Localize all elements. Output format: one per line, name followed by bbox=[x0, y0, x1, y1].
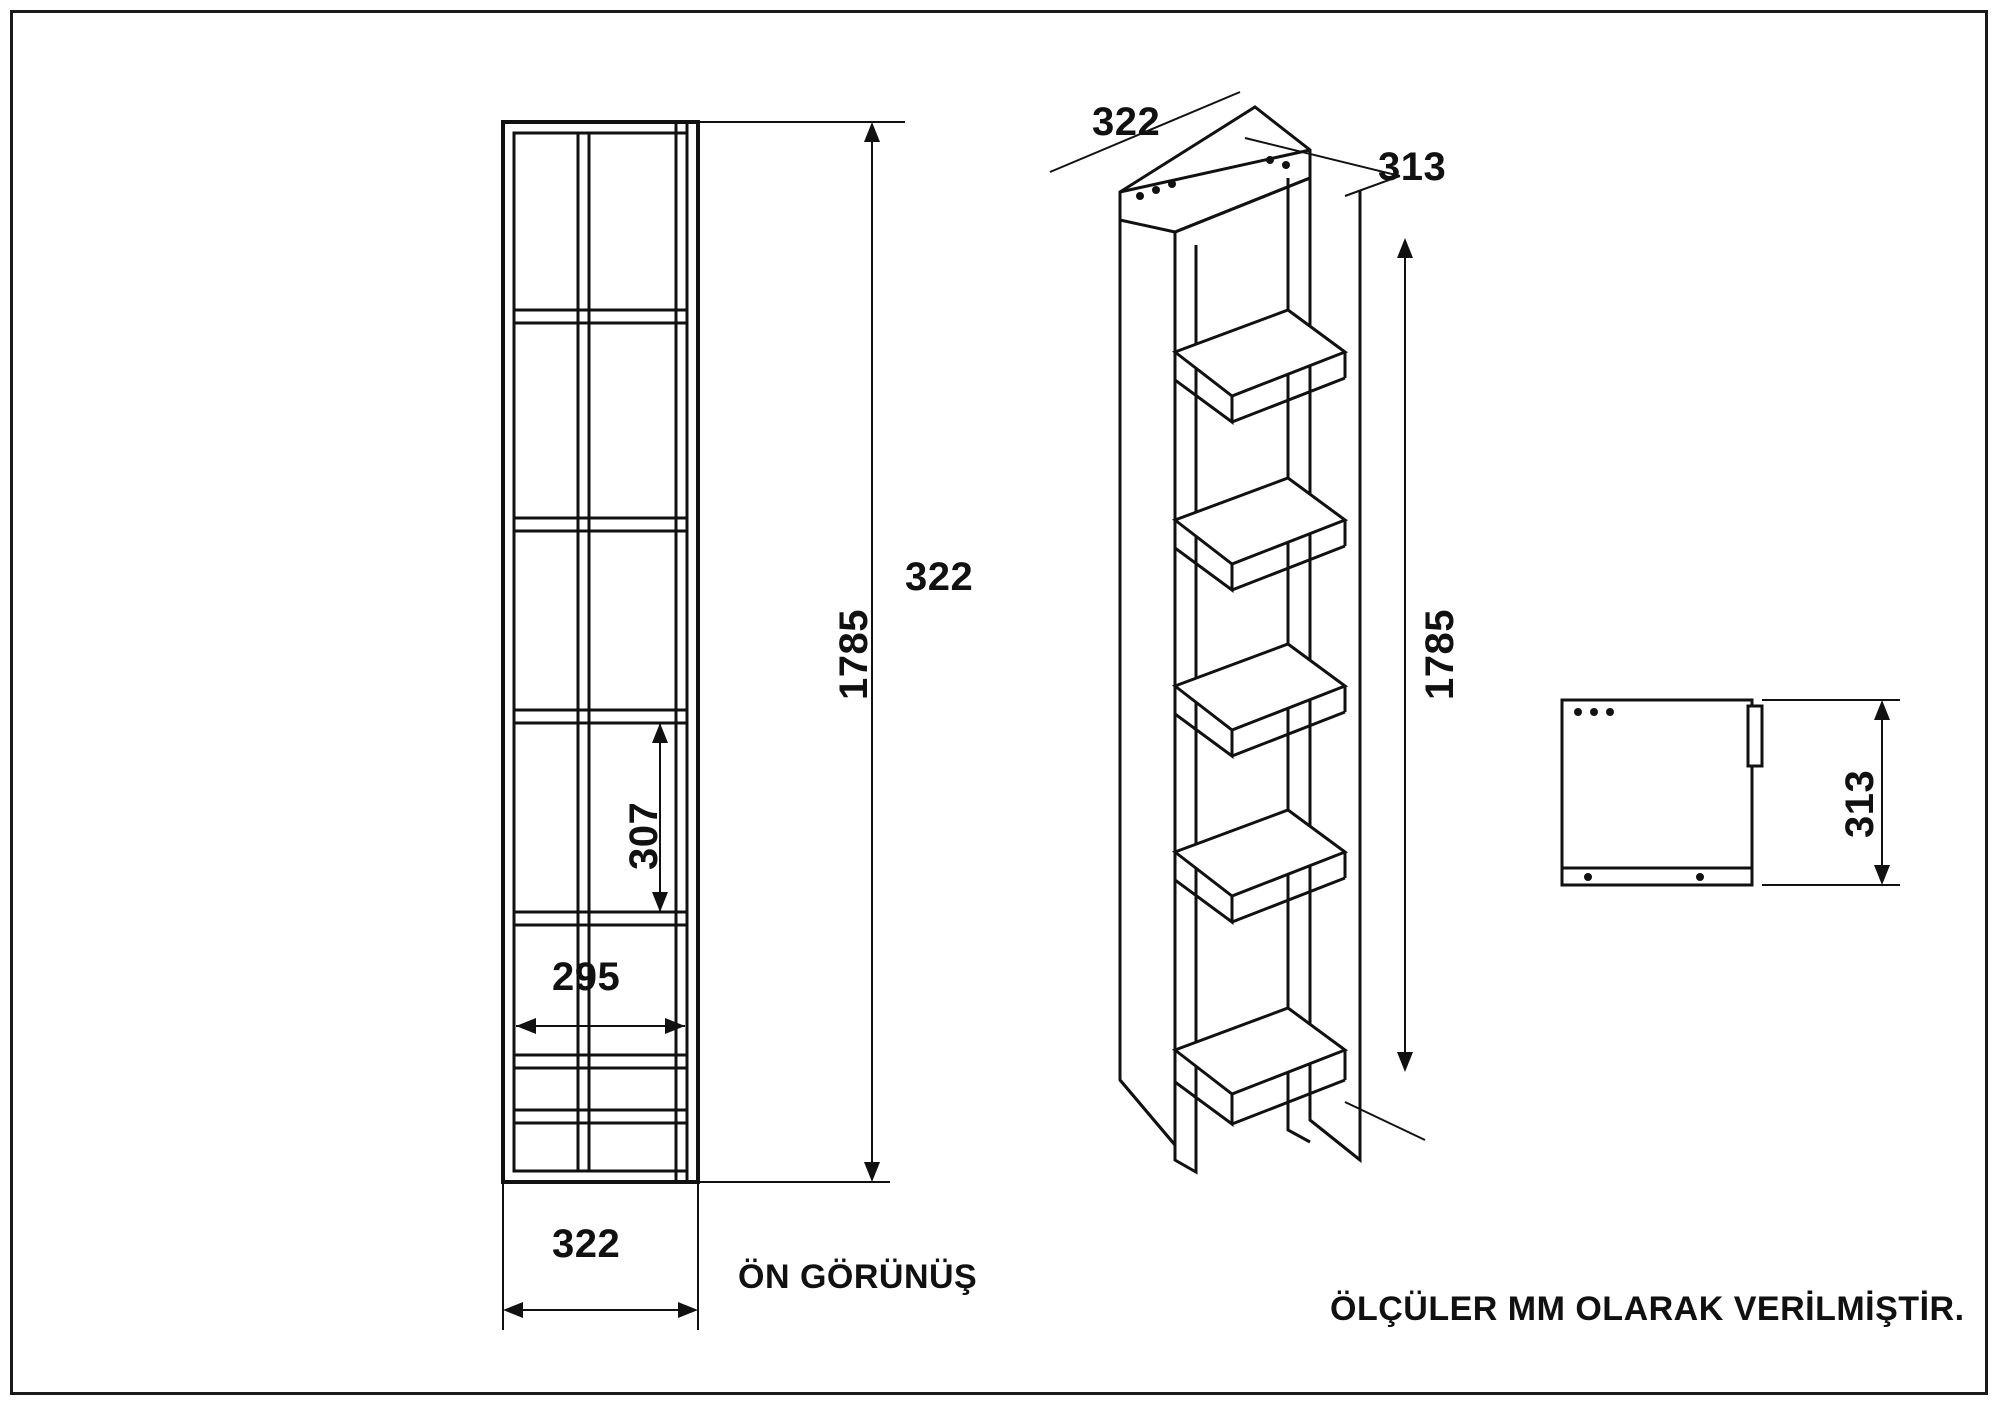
iso-view-depth-label: 322 bbox=[1092, 100, 1161, 144]
front-view-width-label: 322 bbox=[552, 1222, 621, 1266]
front-view-shelf-height-label: 307 bbox=[622, 801, 666, 870]
front-view-caption: ÖN GÖRÜNÜŞ bbox=[738, 1258, 978, 1296]
front-view-depth-label: 322 bbox=[905, 555, 974, 599]
front-view-shelf-width-label: 295 bbox=[552, 955, 621, 999]
iso-view-geometry bbox=[1120, 107, 1360, 1172]
front-view-shelf-width-dimension bbox=[516, 1018, 685, 1034]
top-view-geometry bbox=[1562, 700, 1762, 885]
iso-view-leaders bbox=[1050, 92, 1425, 1140]
top-view-depth-label: 313 bbox=[1838, 769, 1882, 838]
iso-view-height-label: 1785 bbox=[1418, 609, 1462, 700]
iso-view-height-dimension bbox=[1397, 238, 1413, 1072]
iso-view-width-label: 313 bbox=[1378, 145, 1447, 189]
units-note: ÖLÇÜLER MM OLARAK VERİLMİŞTİR. bbox=[1330, 1290, 1965, 1328]
front-view-height-label: 1785 bbox=[832, 609, 876, 700]
